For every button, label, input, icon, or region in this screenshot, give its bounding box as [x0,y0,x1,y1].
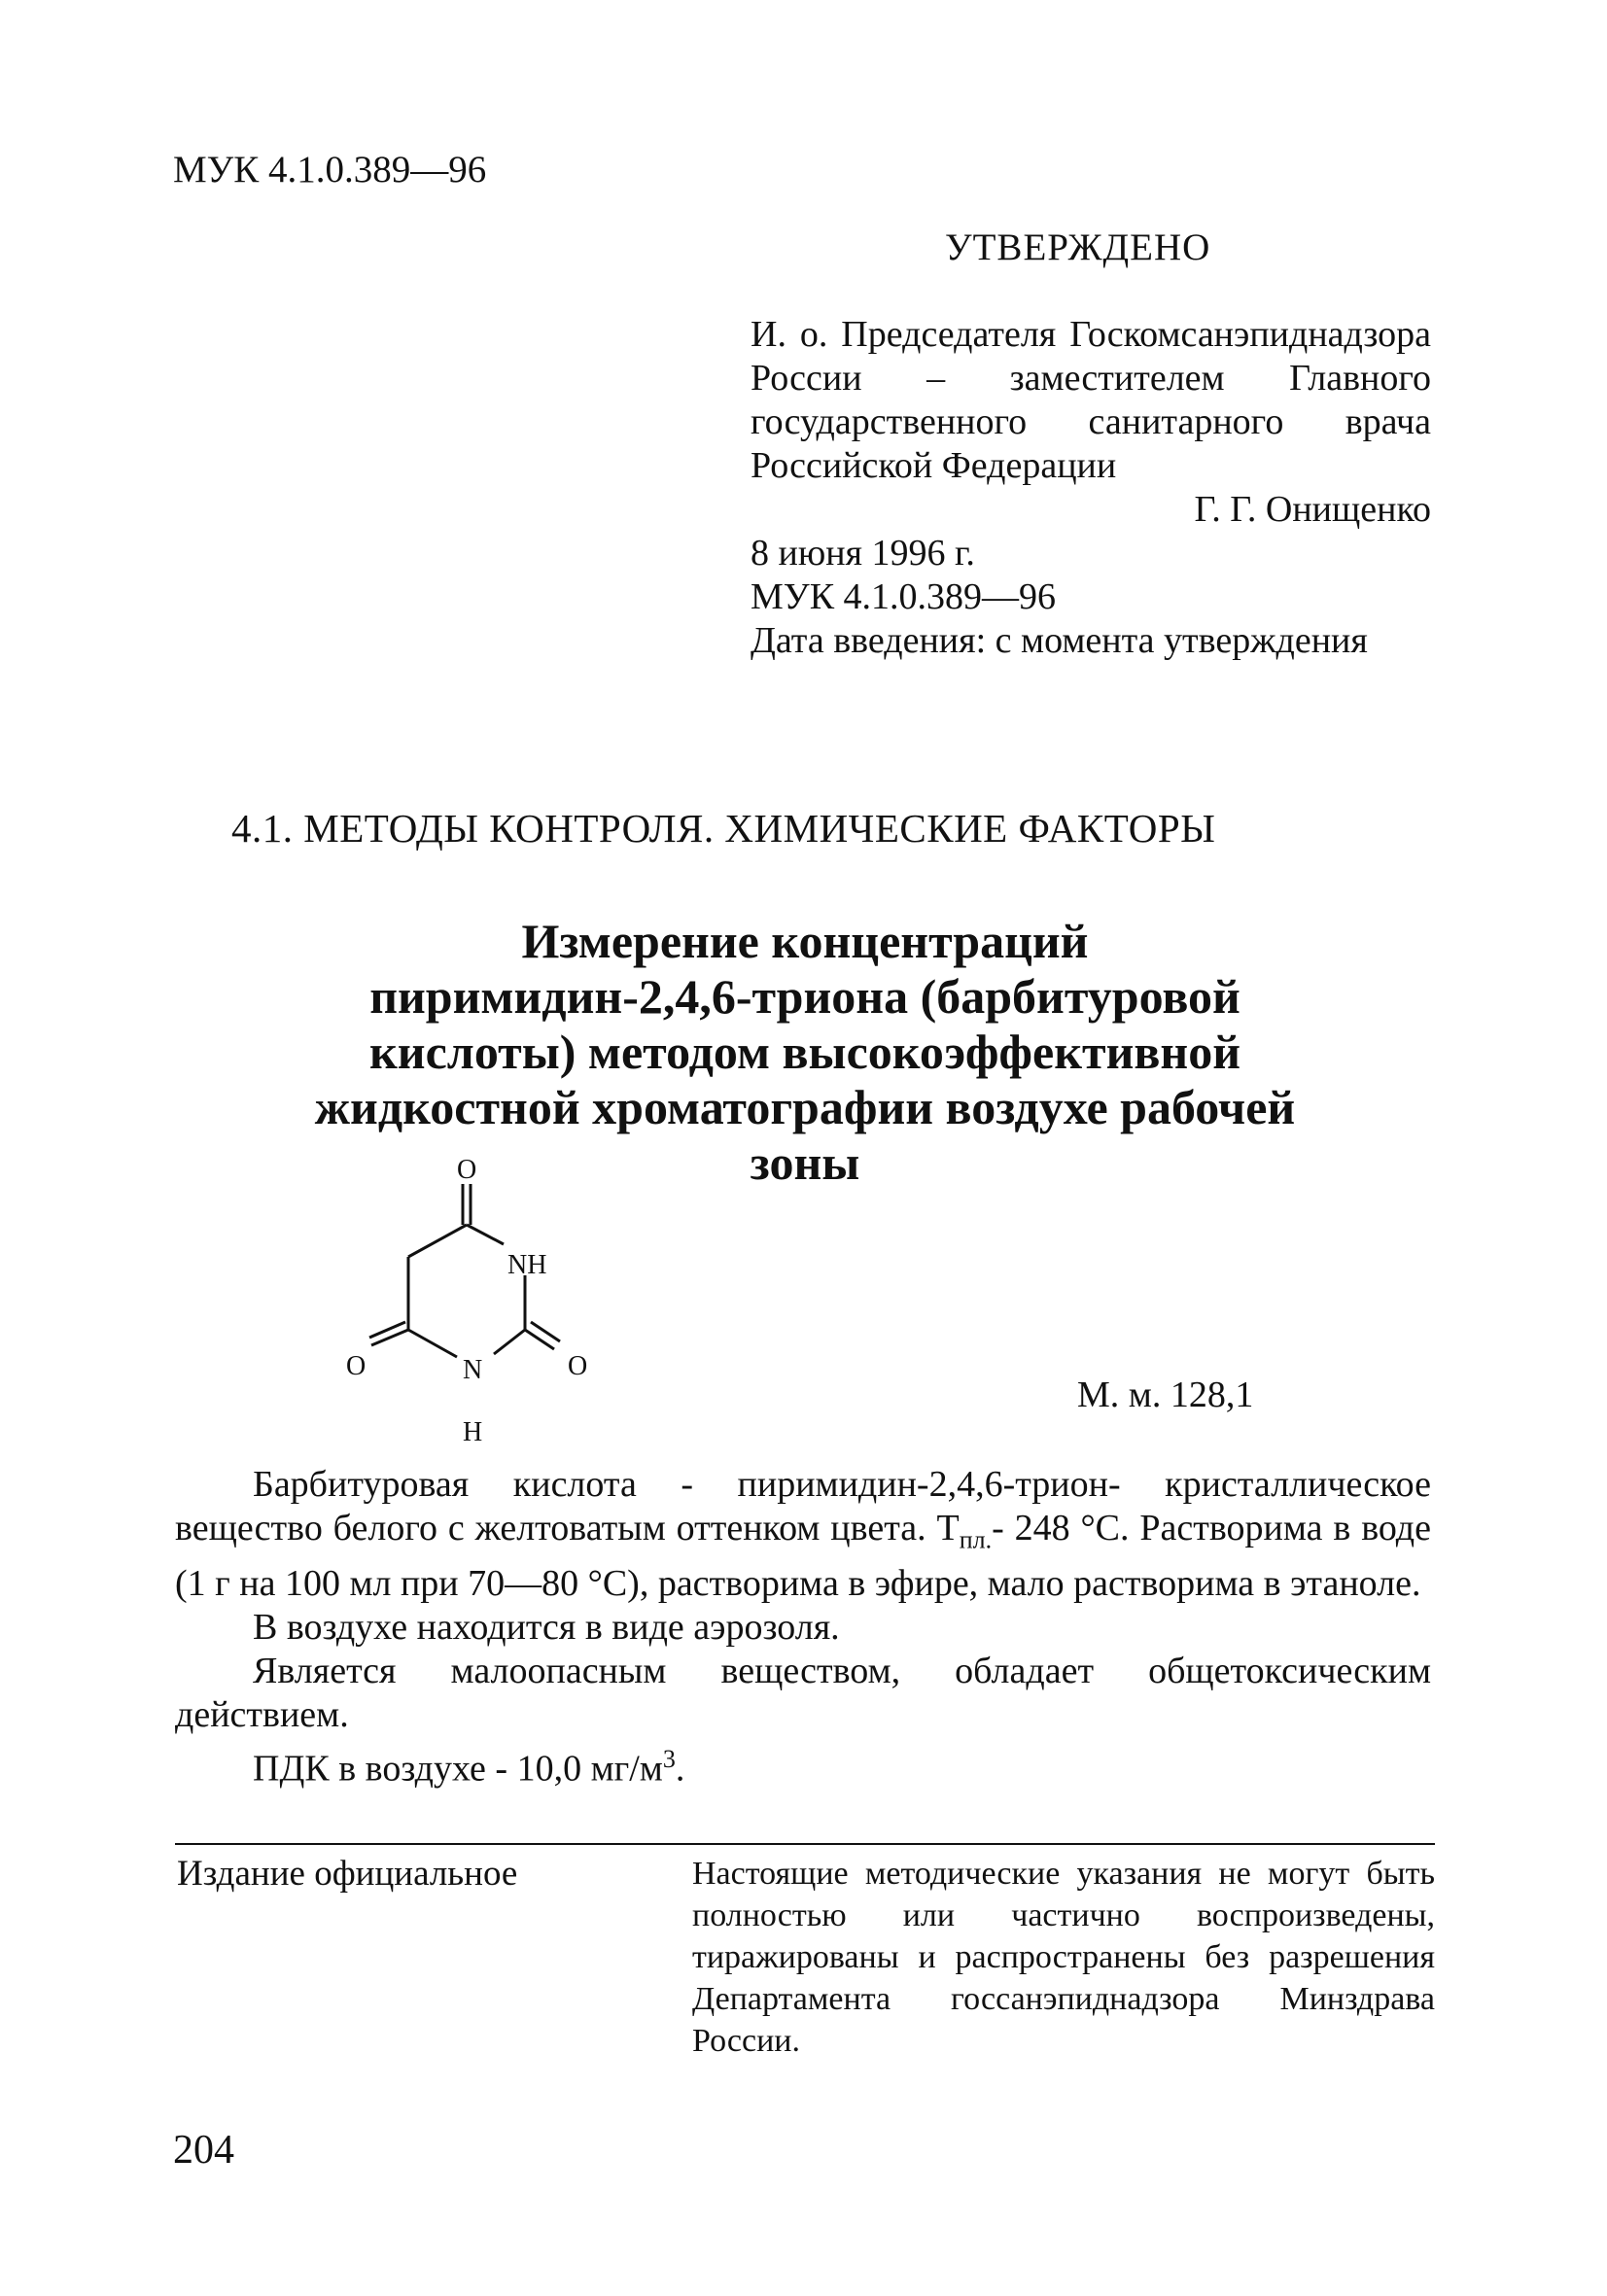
toxicity-paragraph: Является малоопасным веществом, обладает общетоксическим действием. [175,1650,1431,1735]
approved-label: УТВЕРЖДЕНО [945,226,1211,268]
title-line-1: Измерение концентраций [521,914,1089,968]
official-edition-label: Издание официальное [177,1854,518,1894]
mac-superscript: 3 [662,1744,676,1773]
title-line-2: пиримидин-2,4,6-триона (барбитуровой [369,969,1240,1024]
document-title [173,914,1437,1191]
approval-block [751,313,1431,663]
approval-signatory: Г. Г. Онищенко [1194,489,1431,530]
approval-position: И. о. Председателя Госкомсанэпиднадзора России – заместителем Главного государственного санитарного врача Российской Федерации [751,314,1431,486]
document-code: МУК 4.1.0.389—96 [173,149,487,191]
approval-effective-date: Дата введения: с момента утверждения [751,620,1368,661]
mac-text: ПДК в воздухе - 10,0 мг/м [253,1748,663,1790]
mac-paragraph [175,1737,1431,1792]
atom-nh: NH [507,1250,547,1280]
melting-point-subscript: пл. [959,1525,993,1554]
atom-o-left: O [346,1351,367,1381]
title-line-4: жидкостной хроматографии воздухе рабочей [314,1080,1296,1134]
approval-date: 8 июня 1996 г. [751,533,975,574]
approval-code: МУК 4.1.0.389—96 [751,576,1057,617]
description-text-b: - 248 °С. Растворима в воде (1 г на 100 мл при 70—80 °С), растворима в эфире, мало растворима в этаноле. [175,1508,1431,1604]
section-title: 4.1. МЕТОДЫ КОНТРОЛЯ. ХИМИЧЕСКИЕ ФАКТОРЫ [231,806,1216,851]
molecular-mass: М. м. 128,1 [1077,1374,1254,1415]
atom-n: N [463,1355,483,1385]
substance-description [175,1463,1431,1791]
barbituric-acid-structure [321,1155,632,1446]
copyright-notice: Настоящие методические указания не могут быть полностью или частично воспроизведены, тиражированы и распространены без разрешения Департамента госсанэпиднадзора Минздрава России. [692,1856,1435,2059]
atom-h: H [463,1417,483,1446]
footer-divider [175,1843,1435,1845]
description-text-a: Барбитуровая кислота - пиримидин-2,4,6-трион- кристаллическое вещество белого с желтоватым оттенком цвета. Т [175,1464,1431,1548]
page-number: 204 [173,2128,234,2173]
aerosol-paragraph: В воздухе находится в виде аэрозоля. [253,1606,840,1648]
description-paragraph [175,1463,1431,1606]
title-line-3: кислоты) методом высокоэффективной [368,1025,1241,1079]
mac-period: . [675,1748,685,1790]
atom-o-top: O [457,1155,477,1185]
title-line-5: зоны [750,1135,860,1190]
atom-o-right: O [568,1351,588,1381]
